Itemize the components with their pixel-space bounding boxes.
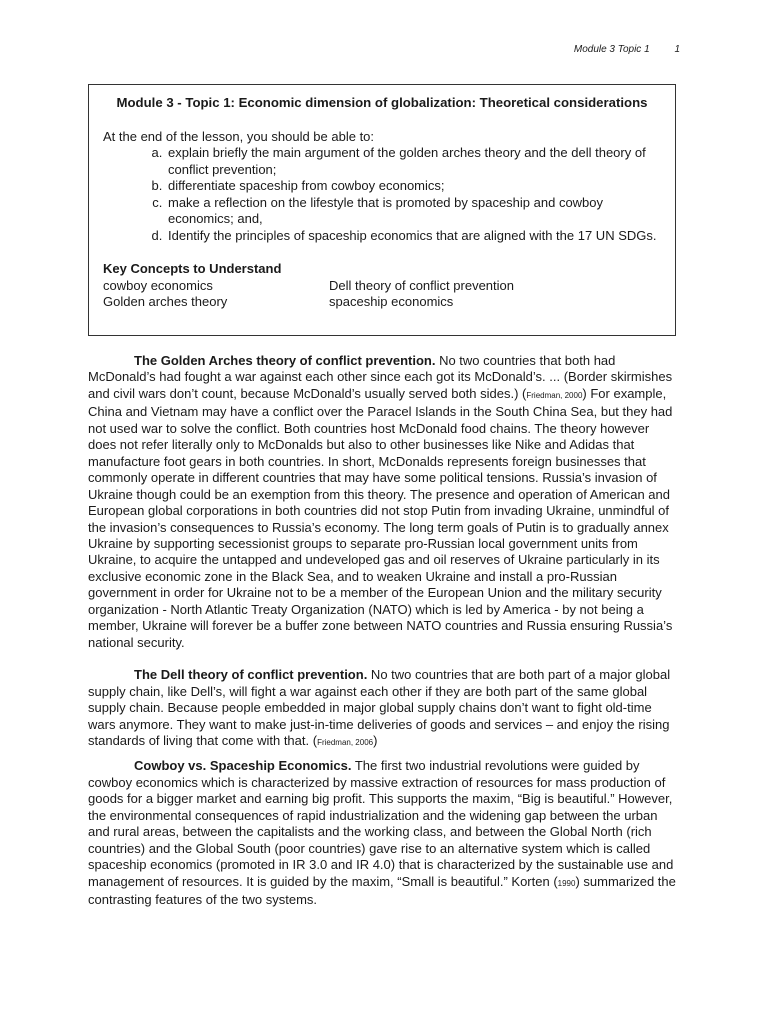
running-header (574, 44, 680, 55)
dell-paragraph (88, 667, 676, 751)
paragraph-text: ) For example, China and Vietnam may have a conflict over the Paracel Islands in the South China Sea, but they had not used war to solve the conflict. Both countries host McDonald food chains. The theory however does not refer literally only to McDonalds but also to other businesses like Nike and Adidas that manufacture foot gears in both countries. In short, McDonalds represents foreign businesses that commonly operate in different countries that may have some political tensions. Russia’s invasion of Ukraine though could be an exemption from this theory. The presence and operation of American and European global corporations in both countries did not stop Putin from invading Ukraine, unmindful of the invasion’s consequences to Russia’s economy. The long term goals of Putin is to gradually annex Ukraine by supporting secessionist groups to separate pro-Russian local government units from Ukraine, to acquire the untapped and undeveloped gas and oil reserves of Ukraine particularly in its exclusive economic zone in the Black Sea, and to weaken Ukraine and install a pro-Russian government in order for Ukraine not to be a member of the European Union and the military security organization - North Atlantic Treaty Organization (NATO) which is led by America - by not being a member, Ukraine will forever be a buffer zone between NATO countries and Russia ensuring Russia’s national security. (88, 385, 673, 650)
key-concepts-grid (103, 278, 661, 311)
objective-item: a. explain briefly the main argument of the golden arches theory and the dell theory of conflict prevention; (166, 145, 661, 178)
paragraph-text: ) (373, 732, 378, 748)
cowboy-spaceship-paragraph (88, 758, 676, 908)
objective-item: d. Identify the principles of spaceship economics that are aligned with the 17 UN SDGs. (166, 228, 661, 245)
citation: Friedman, 2006 (317, 737, 374, 747)
lesson-title: Module 3 - Topic 1: Economic dimension of globalization: Theoretical considerations (116, 95, 648, 110)
objective-item: b. differentiate spaceship from cowboy economics; (166, 178, 661, 195)
key-concept: Golden arches theory (103, 294, 228, 309)
golden-arches-heading: The Golden Arches theory of conflict prevention. (134, 353, 436, 368)
paragraph-text: No two countries that both had McDonald’s had fought a war against each other since each got its McDonald’s. ... (Border skirmishes and civil wars don’t count, because McDonald’s usually served both sides.) ( (88, 353, 673, 401)
page-number: 1 (674, 44, 680, 55)
citation: Friedman, 2000 (526, 390, 583, 400)
golden-arches-paragraph (88, 353, 676, 651)
key-concepts-heading: Key Concepts to Understand (103, 261, 282, 276)
body-text (88, 353, 676, 925)
paragraph-text: No two countries that are both part of a major global supply chain, like Dell’s, will fight a war against each other if they are both part of the same global supply chain. Because people embedded in major global supply chains don’t want to fight old-time wars anymore. They want to make just-in-time deliveries of goods and services – and enjoy the rising standards of living that come with that. ( (88, 667, 671, 748)
objectives-list (103, 145, 661, 244)
objectives-intro: At the end of the lesson, you should be able to: (103, 128, 375, 144)
lesson-objectives-box (88, 84, 676, 336)
citation: 1990 (557, 878, 576, 888)
running-title: Module 3 Topic 1 (573, 44, 650, 55)
key-concept: Dell theory of conflict prevention (329, 277, 514, 293)
cowboy-heading: Cowboy vs. Spaceship Economics. (134, 758, 352, 774)
paragraph-text: ) summarized the contrasting features of the two systems. (88, 873, 676, 908)
objectives-section (103, 129, 661, 245)
dell-heading: The Dell theory of conflict prevention. (134, 667, 368, 683)
objective-item: c. make a reflection on the lifestyle that is promoted by spaceship and cowboy economics; and, (166, 195, 661, 228)
paragraph-text: The first two industrial revolutions were guided by cowboy economics which is characterized by massive extraction of resources for mass production of goods for a bigger market and earning big profit. This supports the maxim, “Big is beautiful.” However, the environmental consequences of rapid industrialization and the widening gap between the urban and rural areas, between the capitalists and the working class, and between the Global North (rich countries) and the Global South (poor countries) gave rise to an alternative system which is called spaceship economics (promoted in IR 3.0 and IR 4.0) that is characterized by the sustainable use and management of resources. It is guided by the maxim, “Small is beautiful.” Korten ( (88, 758, 674, 889)
key-concept: spaceship economics (329, 294, 454, 309)
key-concept: cowboy economics (103, 277, 213, 293)
